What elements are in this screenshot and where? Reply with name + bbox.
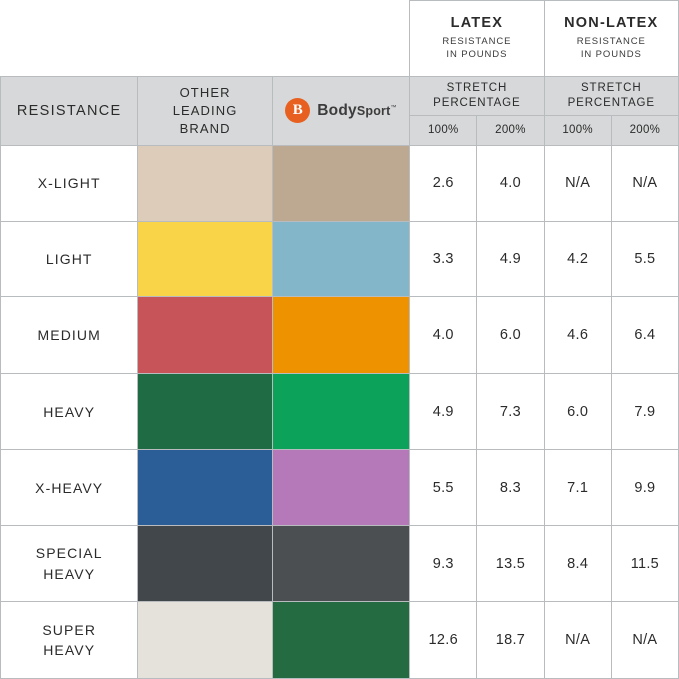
value-nonlatex-200-medium: 6.4 — [611, 297, 678, 374]
value-latex-200-super-heavy: 18.7 — [477, 602, 544, 679]
latex-group-header — [410, 1, 544, 77]
header-nonlatex-100: 100% — [544, 116, 611, 145]
swatch-other-heavy — [138, 374, 272, 450]
nonlatex-subtitle-line2: IN POUNDS — [580, 48, 642, 60]
nonlatex-group-title: NON-LATEX — [564, 14, 659, 31]
value-nonlatex-100-x-light: N/A — [544, 145, 611, 221]
table-row — [1, 297, 679, 374]
value-latex-100-special-heavy: 9.3 — [410, 526, 477, 602]
other-brand-line3: BRAND — [179, 120, 231, 136]
latex-subtitle-line2: IN POUNDS — [446, 48, 508, 60]
value-latex-100-x-light: 2.6 — [410, 145, 477, 221]
value-latex-200-light: 4.9 — [477, 221, 544, 297]
value-nonlatex-200-heavy: 7.9 — [611, 374, 678, 450]
value-nonlatex-200-x-light: N/A — [611, 145, 678, 221]
row-label-x-light: X-LIGHT — [1, 145, 138, 221]
special-heavy-line1: SPECIAL — [35, 545, 103, 562]
value-nonlatex-100-super-heavy: N/A — [544, 602, 611, 679]
value-latex-200-x-light: 4.0 — [477, 145, 544, 221]
row-label-special-heavy — [1, 526, 138, 602]
value-nonlatex-100-special-heavy: 8.4 — [544, 526, 611, 602]
other-brand-line2: LEADING — [172, 102, 238, 118]
value-nonlatex-200-special-heavy: 11.5 — [611, 526, 678, 602]
latex-stretch-percentage-header: STRETCH PERCENTAGE — [410, 76, 544, 115]
value-nonlatex-200-x-heavy: 9.9 — [611, 450, 678, 526]
value-latex-100-super-heavy: 12.6 — [410, 602, 477, 679]
header-resistance: RESISTANCE — [1, 76, 138, 145]
value-nonlatex-100-x-heavy: 7.1 — [544, 450, 611, 526]
header-latex-100: 100% — [410, 116, 477, 145]
value-latex-200-x-heavy: 8.3 — [477, 450, 544, 526]
super-heavy-line1: SUPER — [42, 621, 97, 638]
table-row — [1, 526, 679, 602]
value-latex-100-x-heavy: 5.5 — [410, 450, 477, 526]
nonlatex-group-subtitle — [549, 36, 674, 62]
row-label-medium: MEDIUM — [1, 297, 138, 374]
trademark-icon: ™ — [390, 104, 397, 111]
swatch-other-special-heavy — [138, 526, 272, 602]
swatch-other-x-light — [138, 145, 272, 221]
row-label-super-heavy — [1, 602, 138, 679]
swatch-bodysport-x-light — [272, 145, 409, 221]
value-nonlatex-200-super-heavy: N/A — [611, 602, 678, 679]
table-row — [1, 602, 679, 679]
table-header-stretch-row — [1, 76, 679, 115]
value-nonlatex-100-heavy: 6.0 — [544, 374, 611, 450]
table-row — [1, 450, 679, 526]
bodysport-wordmark — [317, 102, 396, 120]
special-heavy-line2: HEAVY — [43, 565, 96, 582]
swatch-bodysport-heavy — [272, 374, 409, 450]
value-latex-200-medium: 6.0 — [477, 297, 544, 374]
latex-subtitle-line1: RESISTANCE — [442, 35, 512, 47]
value-nonlatex-100-light: 4.2 — [544, 221, 611, 297]
bodysport-word-body: Body — [317, 101, 357, 119]
header-other-leading-brand — [138, 76, 272, 145]
spacer-cell-resistance — [1, 1, 138, 77]
table-row — [1, 374, 679, 450]
super-heavy-line2: HEAVY — [43, 642, 96, 659]
swatch-bodysport-x-heavy — [272, 450, 409, 526]
value-nonlatex-200-light: 5.5 — [611, 221, 678, 297]
nonlatex-subtitle-line1: RESISTANCE — [576, 35, 646, 47]
nonlatex-stretch-percentage-header: STRETCH PERCENTAGE — [544, 76, 678, 115]
bodysport-badge-icon: B — [285, 98, 310, 123]
table-header-group-row — [1, 1, 679, 77]
swatch-bodysport-super-heavy — [272, 602, 409, 679]
value-latex-200-heavy: 7.3 — [477, 374, 544, 450]
bodysport-logo — [273, 98, 409, 123]
value-latex-100-medium: 4.0 — [410, 297, 477, 374]
bodysport-word-sport: Sport — [356, 103, 391, 118]
header-nonlatex-200: 200% — [611, 116, 678, 145]
other-brand-line1: OTHER — [179, 85, 231, 101]
spacer-cell-other-brand — [138, 1, 272, 77]
table-row — [1, 145, 679, 221]
row-label-heavy: HEAVY — [1, 374, 138, 450]
row-label-x-heavy: X-HEAVY — [1, 450, 138, 526]
header-bodysport-logo — [272, 76, 409, 145]
swatch-other-medium — [138, 297, 272, 374]
header-latex-200: 200% — [477, 116, 544, 145]
swatch-bodysport-special-heavy — [272, 526, 409, 602]
swatch-other-light — [138, 221, 272, 297]
latex-group-subtitle — [414, 36, 539, 62]
row-label-light: LIGHT — [1, 221, 138, 297]
value-latex-100-heavy: 4.9 — [410, 374, 477, 450]
value-nonlatex-100-medium: 4.6 — [544, 297, 611, 374]
nonlatex-group-header — [544, 1, 678, 77]
value-latex-200-special-heavy: 13.5 — [477, 526, 544, 602]
swatch-bodysport-medium — [272, 297, 409, 374]
swatch-bodysport-light — [272, 221, 409, 297]
swatch-other-x-heavy — [138, 450, 272, 526]
spacer-cell-bodysport — [272, 1, 409, 77]
value-latex-100-light: 3.3 — [410, 221, 477, 297]
table-row — [1, 221, 679, 297]
latex-group-title: LATEX — [450, 14, 504, 31]
swatch-other-super-heavy — [138, 602, 272, 679]
